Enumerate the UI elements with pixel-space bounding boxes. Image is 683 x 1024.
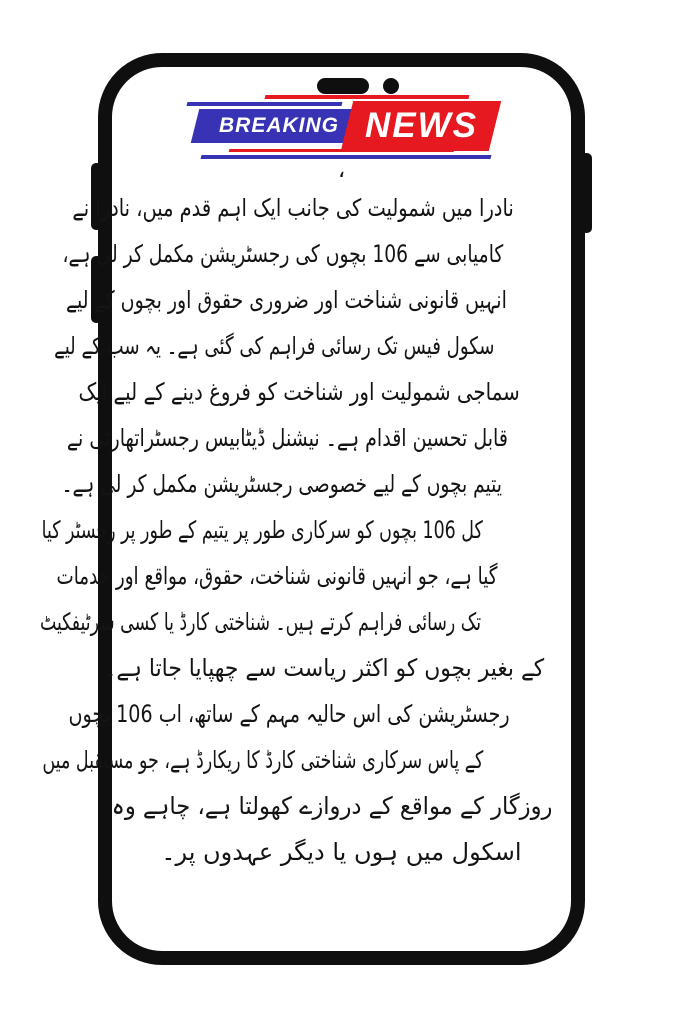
breaking-news-banner <box>187 95 497 161</box>
speaker-pill-icon <box>317 78 369 94</box>
banner-top-blue-line <box>186 102 342 106</box>
article-line <box>66 277 566 323</box>
banner-top-red-line <box>264 95 469 99</box>
article-line <box>39 599 566 645</box>
news-label: NEWS <box>364 106 477 145</box>
article-line <box>54 323 566 369</box>
article-line-text: کے پاس سرکاری شناختی کارڈ کا ریکارڈ ہے، جو مستقبل میں <box>42 746 484 774</box>
article-line-text: تک رسائی فراہم کرتے ہیں۔ شناختی کارڈ یا کسی سرٹیفکیٹ <box>39 608 482 636</box>
article-line <box>72 185 566 231</box>
breaking-label-box <box>190 109 366 143</box>
phone-frame <box>39 53 585 965</box>
power-button <box>581 153 592 233</box>
article-line <box>67 415 566 461</box>
article-line-text: اسکول میں ہوں یا دیگر عہدوں پر۔ <box>161 838 522 866</box>
article-line <box>42 737 566 783</box>
breaking-label: BREAKING <box>218 114 339 137</box>
article-line <box>41 507 566 553</box>
article-line-text: انہیں قانونی شناخت اور ضروری حقوق اور بچوں کے لیے <box>66 286 508 314</box>
article-line-text: سماجی شمولیت اور شناخت کو فروغ دینے کے لیے ایک <box>78 378 520 406</box>
article-text <box>39 185 566 875</box>
article-line <box>62 461 566 507</box>
article-line <box>117 829 566 875</box>
article-line-text: روزگار کے مواقع کے دروازے کھولتا ہے، چاہے وہ <box>111 792 553 820</box>
article-line-text: رجسٹریشن کی اس حالیہ مہم کے ساتھ، اب 106 بچوں <box>68 700 510 728</box>
article-line <box>111 783 566 829</box>
article-line-text: کامیابی سے 106 بچوں کی رجسٹریشن مکمل کر لی ہے، <box>62 240 504 268</box>
article-line-text: کے بغیر بچوں کو اکثر ریاست سے چھپایا جاتا ہے۔ <box>103 654 545 682</box>
article-line-text: یتیم بچوں کے لیے خصوصی رجسٹریشن مکمل کر لی ہے۔ <box>62 470 503 498</box>
article-line-text: قابل تحسین اقدام ہے۔ نیشنل ڈیٹابیس رجسٹراتھارٹی نے <box>67 424 509 452</box>
article-line-text: گیا ہے، جو انہیں قانونی شناخت، حقوق، مواقع اور خدمات <box>56 562 498 590</box>
article-line-text: نادرا میں شمولیت کی جانب ایک اہم قدم میں، نادرا نے <box>72 194 514 222</box>
camera-dot-icon <box>383 78 399 94</box>
article-line-text: کل 106 بچوں کو سرکاری طور پر یتیم کے طور پر رجسٹر کیا <box>41 516 483 544</box>
article-line <box>56 553 566 599</box>
news-label-box <box>340 101 500 151</box>
stray-comma-mark: ، <box>337 158 346 183</box>
article-line-text: سکول فیس تک رسائی فراہم کی گئی ہے۔ یہ سب کے لیے <box>54 332 495 360</box>
article-line <box>62 231 566 277</box>
article-line <box>78 369 566 415</box>
article-line <box>68 691 566 737</box>
article-line <box>103 645 566 691</box>
